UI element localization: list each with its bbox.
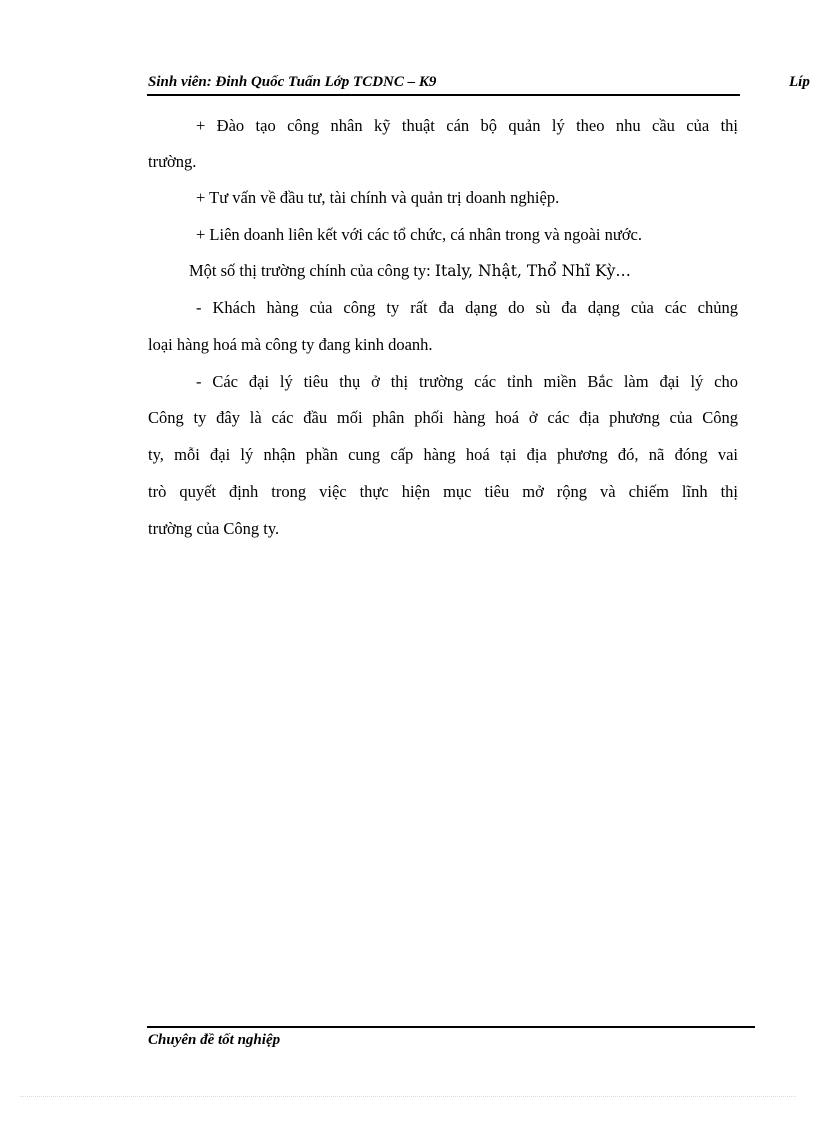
paragraph-markets: [148, 261, 738, 281]
page-bottom-dotted-border: [20, 1096, 796, 1097]
markets-prefix: Một số thị trường chính của công ty:: [189, 261, 435, 280]
paragraph-customers-line-2: loại hàng hoá mà công ty đang kinh doanh.: [148, 335, 433, 354]
paragraph-training-line-1: + Đào tạo công nhân kỹ thuật cán bộ quản lý theo nhu cầu của thị: [196, 116, 738, 135]
paragraph-customers-line-1: - Khách hàng của công ty rất đa dạng do sù đa dạng của các chủng: [196, 298, 738, 317]
header-class-label: Líp: [789, 74, 810, 90]
paragraph-training-line-2: trường.: [148, 152, 197, 171]
header-student-info: Sinh viên: Đinh Quốc Tuấn Lớp TCDNC – K9: [148, 74, 437, 90]
paragraph-consulting: + Tư vấn về đầu tư, tài chính và quản trị doanh nghiệp.: [196, 188, 560, 207]
paragraph-agents-line-1: - Các đại lý tiêu thụ ở thị trường các tỉnh miền Bắc làm đại lý cho: [196, 372, 738, 391]
paragraph-agents-line-3: ty, mỗi đại lý nhận phần cung cấp hàng hoá tại địa phương đó, nã đóng vai: [148, 445, 738, 464]
markets-list: Italy, Nhật, Thổ Nhĩ Kỳ…: [434, 262, 631, 280]
footer-title: Chuyên đề tốt nghiệp: [148, 1032, 281, 1048]
header-divider: [147, 94, 740, 96]
paragraph-agents-line-2: Công ty đây là các đầu mối phân phối hàng hoá ở các địa phương của Công: [148, 408, 738, 427]
footer-divider: [147, 1026, 755, 1028]
paragraph-joint-venture: + Liên doanh liên kết với các tổ chức, cá nhân trong và ngoài nước.: [196, 225, 642, 244]
paragraph-agents-line-4: trò quyết định trong việc thực hiện mục tiêu mở rộng và chiếm lĩnh thị: [148, 482, 738, 501]
paragraph-agents-line-5: trường của Công ty.: [148, 519, 280, 538]
